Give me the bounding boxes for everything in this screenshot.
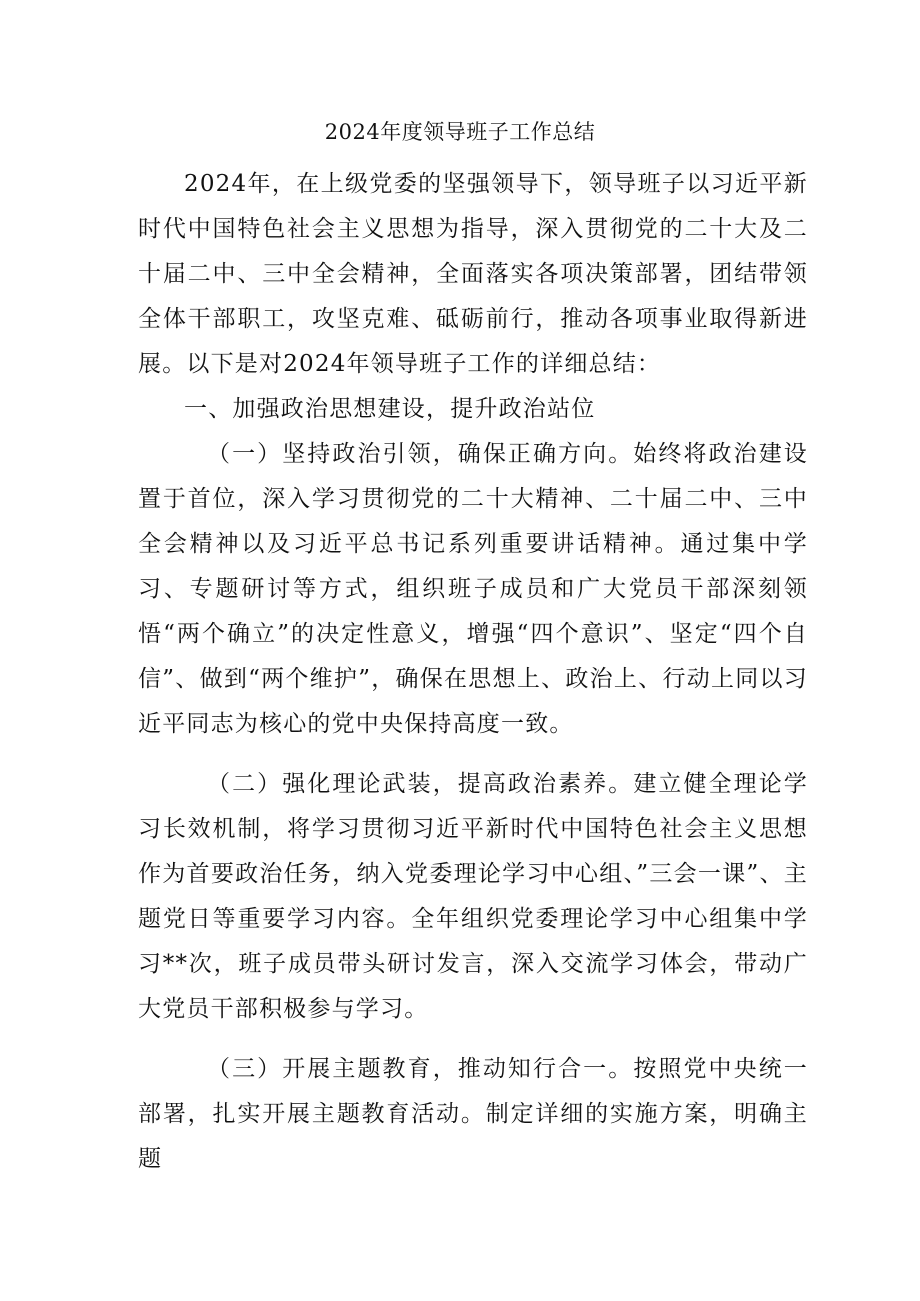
section-heading: 一、加强政治思想建设，提升政治站位 (184, 396, 596, 422)
paragraph-2: （二）强化理论武装，提高政治素养。建立健全理论学习长效机制，将学习贯彻习近平新时代中国特色社会主义思想作为首要政治任务，纳入党委理论学习中心组、”三会一课”、主题党日等重要学习内容。全年组织党委理论学习中心组集中学习**次，班子成员带头研讨发言，深入交流学习体会，带动广大党员干部积极参与学习。 (138, 771, 808, 1022)
intro-paragraph: 2024年，在上级党委的坚强领导下，领导班子以习近平新时代中国特色社会主义思想为指导，深入贯彻党的二十大及二十届二中、三中全会精神，全面落实各项决策部署，团结带领全体干部职工，攻坚克难、砥砺前行，推动各项事业取得新进展。以下是对2024年领导班子工作的详细总结： (138, 171, 808, 377)
document-body (138, 162, 808, 1182)
paragraph-1: （一）坚持政治引领，确保正确方向。始终将政治建设置于首位，深入学习贯彻党的二十大精神、二十届二中、三中全会精神以及习近平总书记系列重要讲话精神。通过集中学习、专题研讨等方式，组织班子成员和广大党员干部深刻领悟“两个确立”的决定性意义，增强“四个意识”、坚定“四个自信”、做到“两个维护”，确保在思想上、政治上、行动上同以习近平同志为核心的党中央保持高度一致。 (138, 441, 808, 737)
document-title: 2024年度领导班子工作总结 (324, 120, 596, 144)
paragraph-3: （三）开展主题教育，推动知行合一。按照党中央统一部署，扎实开展主题教育活动。制定详细的实施方案，明确主题 (138, 1056, 808, 1172)
